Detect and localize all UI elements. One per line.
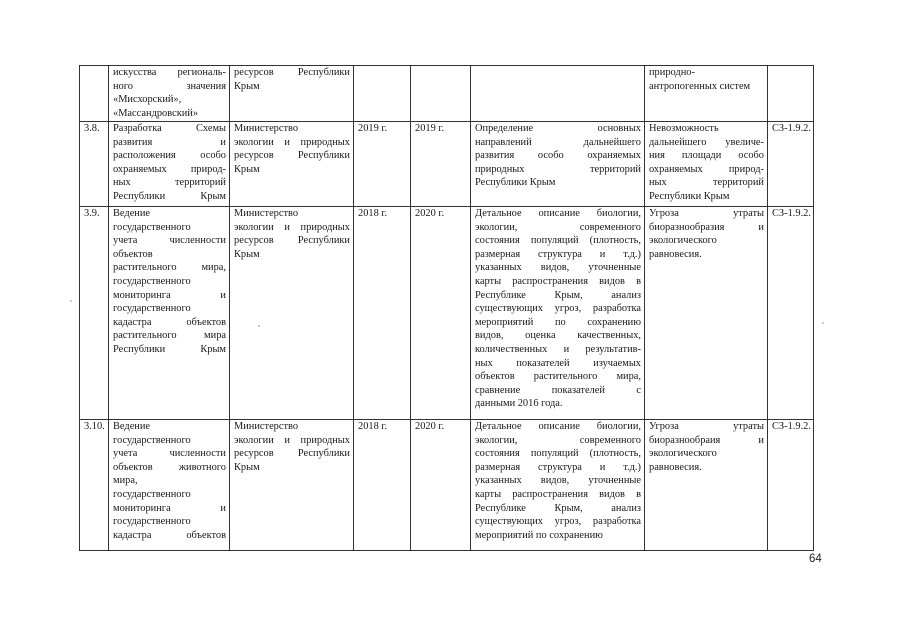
cell-code bbox=[768, 122, 814, 207]
cell-consequences bbox=[645, 66, 768, 122]
text-line: «Массандровский» bbox=[113, 107, 199, 119]
text-line: равновесия. bbox=[649, 461, 702, 473]
cell-consequences bbox=[645, 122, 768, 207]
cell-consequences bbox=[645, 420, 768, 551]
text-line: Детальное описание биологии, bbox=[475, 208, 641, 219]
text-line: государственного bbox=[113, 434, 191, 446]
cell-responsible bbox=[230, 122, 354, 207]
cell-start-year-text: 2019 г. bbox=[358, 123, 388, 134]
cell-code bbox=[768, 420, 814, 551]
text-line: ресурсов Республики bbox=[234, 67, 350, 78]
text-line: Республики Крым bbox=[649, 190, 730, 202]
text-line: Крым bbox=[234, 461, 260, 473]
table-row bbox=[80, 122, 814, 207]
text-line: ресурсов Республики bbox=[234, 150, 350, 162]
text-line: ных территорий bbox=[113, 177, 226, 189]
text-line: экологии и природных bbox=[234, 221, 350, 233]
text-line: Республики Крым bbox=[475, 177, 556, 189]
text-line: Крым bbox=[234, 248, 260, 260]
cell-start-year bbox=[354, 122, 411, 207]
cell-measure-name bbox=[109, 420, 230, 551]
cell-responsible bbox=[230, 207, 354, 420]
cell-end-year-text: 2020 г. bbox=[415, 421, 445, 432]
text-line: Министерство bbox=[234, 208, 299, 219]
cell-expected-result bbox=[471, 66, 645, 122]
text-line: объектов животного bbox=[113, 461, 226, 473]
cell-number bbox=[80, 207, 109, 420]
text-line: Министерство bbox=[234, 421, 299, 432]
scan-speck bbox=[258, 325, 260, 327]
cell-responsible bbox=[230, 66, 354, 122]
text-line: количественных и результатив- bbox=[475, 343, 641, 355]
text-line: ресурсов Республики bbox=[234, 235, 350, 247]
text-line: Министерство bbox=[234, 123, 299, 134]
cell-code-text: СЗ-1.9.2. bbox=[772, 123, 811, 134]
text-line: направлений дальнейшего bbox=[475, 136, 641, 148]
text-line: охраняемых природ- bbox=[649, 163, 764, 175]
text-line: Детальное описание биологии, bbox=[475, 421, 641, 432]
measures-table bbox=[79, 65, 814, 551]
text-line: Ведение bbox=[113, 421, 151, 432]
cell-number bbox=[80, 66, 109, 122]
text-line: ного значения bbox=[113, 80, 226, 92]
table-row bbox=[80, 66, 814, 122]
text-line: объектов bbox=[113, 248, 153, 260]
text-line: экологического bbox=[649, 235, 717, 247]
scan-speck bbox=[822, 322, 824, 324]
page-number: 64 bbox=[809, 553, 822, 565]
cell-number-text: 3.10. bbox=[84, 421, 105, 432]
text-line: ресурсов Республики bbox=[234, 448, 350, 460]
text-line: «Мисхорский», bbox=[113, 94, 182, 106]
cell-consequences bbox=[645, 207, 768, 420]
text-line: кадастра объектов bbox=[113, 316, 226, 328]
text-line: объектов растительного мира, bbox=[475, 371, 641, 383]
cell-start-year bbox=[354, 207, 411, 420]
text-line: Ведение bbox=[113, 208, 151, 219]
cell-end-year bbox=[411, 122, 471, 207]
cell-end-year bbox=[411, 420, 471, 551]
text-line: экологии, современного bbox=[475, 434, 641, 446]
text-line: ных показателей изучаемых bbox=[475, 357, 641, 369]
cell-start-year-text: 2018 г. bbox=[358, 208, 388, 219]
text-line: развития особо охраняемых bbox=[475, 150, 641, 162]
text-line: учета численности bbox=[113, 235, 226, 247]
cell-expected-result bbox=[471, 122, 645, 207]
table-row bbox=[80, 207, 814, 420]
text-line: экологии, современного bbox=[475, 221, 641, 233]
text-line: Крым bbox=[234, 163, 260, 175]
cell-number bbox=[80, 122, 109, 207]
text-line: охраняемых природ- bbox=[113, 163, 226, 175]
text-line: существующих угроз, разработка bbox=[475, 303, 641, 315]
text-line: экологического bbox=[649, 448, 717, 460]
text-line: указанных видов, уточненные bbox=[475, 475, 641, 487]
table-row bbox=[80, 420, 814, 551]
text-line: Республике Крым, анализ bbox=[475, 289, 641, 301]
text-line: растительного мира bbox=[113, 330, 226, 342]
text-line: мероприятий по сохранению bbox=[475, 316, 641, 328]
scan-speck bbox=[70, 300, 72, 302]
cell-measure-name bbox=[109, 122, 230, 207]
text-line: карты распространения видов в bbox=[475, 275, 641, 287]
text-line: существующих угроз, разработка bbox=[475, 516, 641, 528]
cell-measure-name bbox=[109, 207, 230, 420]
cell-end-year bbox=[411, 66, 471, 122]
cell-start-year bbox=[354, 66, 411, 122]
cell-responsible bbox=[230, 420, 354, 551]
text-line: государственного bbox=[113, 275, 191, 287]
text-line: Республики Крым bbox=[113, 190, 226, 202]
cell-number-text: 3.8. bbox=[84, 123, 100, 134]
text-line: Угроза утраты bbox=[649, 208, 764, 219]
text-line: государственного bbox=[113, 303, 191, 315]
cell-end-year-text: 2019 г. bbox=[415, 123, 445, 134]
text-line: видов, оценка качественных, bbox=[475, 330, 641, 342]
text-line: размерная структура и т.д.) bbox=[475, 248, 641, 260]
text-line: указанных видов, уточненные bbox=[475, 262, 641, 274]
text-line: Определение основных bbox=[475, 123, 641, 134]
text-line: растительного мира, bbox=[113, 262, 226, 274]
table-body bbox=[80, 66, 814, 551]
text-line: размерная структура и т.д.) bbox=[475, 461, 641, 473]
text-line: Республике Крым, анализ bbox=[475, 502, 641, 514]
text-line: антропогенных систем bbox=[649, 80, 751, 92]
cell-number-text: 3.9. bbox=[84, 208, 100, 219]
text-line: мира, bbox=[113, 475, 138, 487]
text-line: Разработка Схемы bbox=[113, 123, 226, 134]
text-line: расположения особо bbox=[113, 150, 226, 162]
text-line: мероприятий по сохранению bbox=[475, 529, 603, 541]
text-line: равновесия. bbox=[649, 248, 702, 260]
text-line: экологии и природных bbox=[234, 136, 350, 148]
cell-expected-result bbox=[471, 207, 645, 420]
text-line: государственного bbox=[113, 516, 191, 528]
text-line: мониторинга и bbox=[113, 289, 226, 301]
text-line: состояния популяций (плотность, bbox=[475, 235, 641, 247]
text-line: биоразнообразия и bbox=[649, 221, 764, 233]
text-line: биоразнообраия и bbox=[649, 434, 764, 446]
cell-code bbox=[768, 66, 814, 122]
text-line: Республики Крым bbox=[113, 343, 226, 355]
text-line: Невозможность bbox=[649, 123, 719, 134]
text-line: государственного bbox=[113, 488, 191, 500]
text-line: карты распространения видов в bbox=[475, 488, 641, 500]
text-line: ных территорий bbox=[649, 177, 764, 189]
cell-expected-result bbox=[471, 420, 645, 551]
text-line: государственного bbox=[113, 221, 191, 233]
text-line: Угроза утраты bbox=[649, 421, 764, 432]
text-line: состояния популяций (плотность, bbox=[475, 448, 641, 460]
cell-number bbox=[80, 420, 109, 551]
text-line: сравнение показателей с bbox=[475, 384, 641, 396]
cell-code-text: СЗ-1.9.2. bbox=[772, 421, 811, 432]
cell-code-text: СЗ-1.9.2. bbox=[772, 208, 811, 219]
text-line: ния площади особо bbox=[649, 150, 764, 162]
cell-measure-name bbox=[109, 66, 230, 122]
text-line: кадастра объектов bbox=[113, 529, 226, 541]
cell-start-year bbox=[354, 420, 411, 551]
cell-end-year-text: 2020 г. bbox=[415, 208, 445, 219]
text-line: природно- bbox=[649, 67, 695, 78]
text-line: мониторинга и bbox=[113, 502, 226, 514]
text-line: развития и bbox=[113, 136, 226, 148]
text-line: искусства региональ- bbox=[113, 67, 226, 78]
text-line: природных территорий bbox=[475, 163, 641, 175]
cell-code bbox=[768, 207, 814, 420]
text-line: учета численности bbox=[113, 448, 226, 460]
cell-start-year-text: 2018 г. bbox=[358, 421, 388, 432]
text-line: Крым bbox=[234, 80, 260, 92]
text-line: данными 2016 года. bbox=[475, 398, 563, 410]
cell-end-year bbox=[411, 207, 471, 420]
text-line: экологии и природных bbox=[234, 434, 350, 446]
text-line: дальнейшего увеличе- bbox=[649, 136, 764, 148]
